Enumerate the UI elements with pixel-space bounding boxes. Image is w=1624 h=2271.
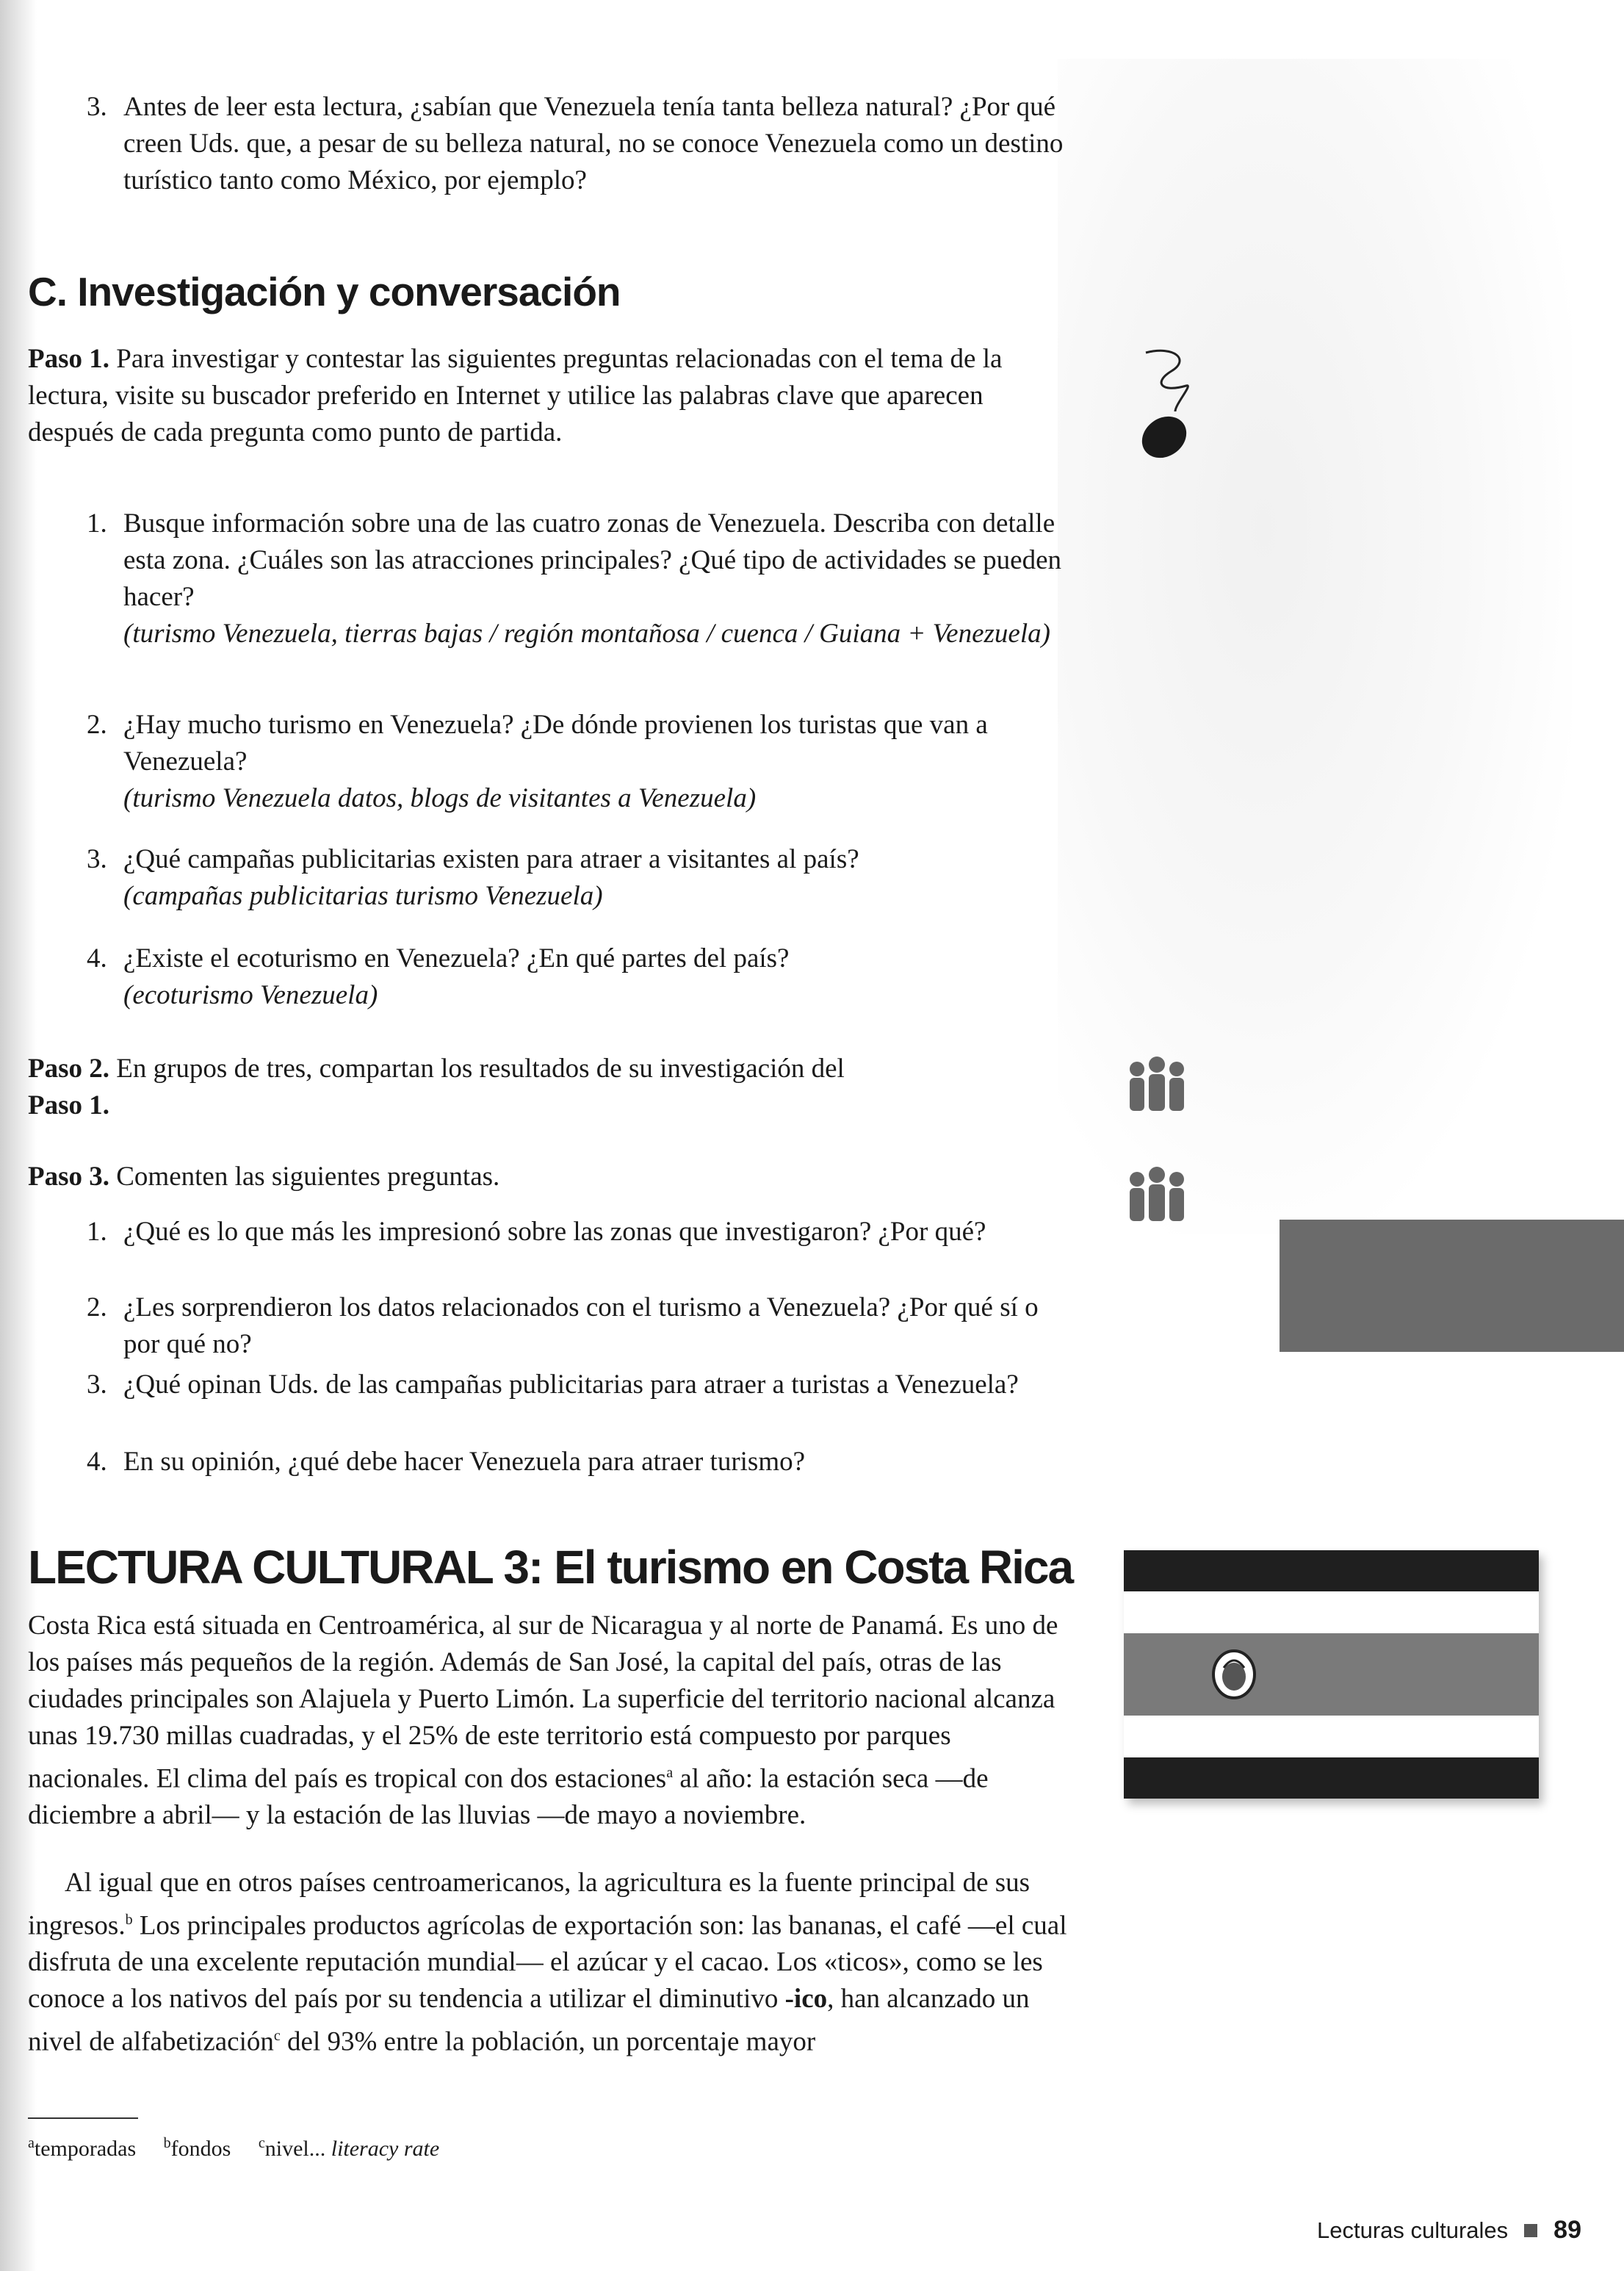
item-text: ¿Les sorprendieron los datos relacionados con el turismo a Venezuela? ¿Por qué sí o por qué no? bbox=[123, 1292, 1039, 1359]
item-number: 2. bbox=[87, 710, 107, 740]
paso-3-text: Comenten las siguientes preguntas. bbox=[116, 1162, 500, 1192]
reading-text: Los principales productos agrícolas de exportación son: las bananas, el café —el cual disfruta de una excelente reputación mundial— el azúcar y el cacao. Los «ticos», como se les conoce a los nativos del país por su tendencia a utilizar el diminutivo bbox=[28, 1910, 1067, 2015]
item-number: 4. bbox=[87, 1447, 107, 1477]
group-of-three-icon bbox=[1124, 1165, 1190, 1238]
page-footer bbox=[1317, 2216, 1581, 2245]
paso-2-label: Paso 2. bbox=[28, 1054, 109, 1084]
paso-1-item-2 bbox=[28, 707, 1075, 817]
footnotes bbox=[28, 2135, 461, 2162]
footnote-rule bbox=[28, 2117, 138, 2119]
paso-1 bbox=[28, 341, 1075, 451]
reading-paragraph-2 bbox=[28, 1865, 1075, 2061]
question-number: 3. bbox=[87, 92, 107, 122]
footnote-marker: a bbox=[666, 1765, 674, 1781]
reading-text: al año: la estación seca —de diciembre a abril— y la estación de las lluvias —de mayo a noviembre. bbox=[28, 1763, 989, 1831]
item-text: En su opinión, ¿qué debe hacer Venezuela para atraer turismo? bbox=[123, 1447, 806, 1477]
item-number: 3. bbox=[87, 1370, 107, 1400]
item-number: 3. bbox=[87, 844, 107, 874]
paso-1-text: Para investigar y contestar las siguientes preguntas relacionadas con el tema de la lectura, visite su buscador preferido en Internet y utilice las palabras clave que aparecen después de cada pregunta como punto de partida. bbox=[28, 344, 1003, 447]
question-3-intro bbox=[28, 89, 1075, 199]
gray-margin-block bbox=[1280, 1220, 1624, 1352]
item-text: Busque información sobre una de las cuatro zonas de Venezuela. Describa con detalle esta zona. ¿Cuáles son las atracciones principales? ¿Qué tipo de actividades se pueden hacer? bbox=[123, 508, 1062, 612]
footnote-mark: c bbox=[258, 2135, 265, 2151]
footnote-mark: a bbox=[28, 2135, 35, 2151]
item-number: 1. bbox=[87, 508, 107, 539]
reading-text: , han alcanzado un nivel de alfabetización bbox=[28, 1984, 1030, 2057]
paso-2-text: En grupos de tres, compartan los resultados de su investigación del bbox=[116, 1054, 845, 1084]
search-keywords: (turismo Venezuela, tierras bajas / región montañosa / cuenca / Guiana + Venezuela) bbox=[123, 619, 1050, 649]
footnote-marker: c bbox=[273, 2028, 281, 2045]
computer-mouse-icon bbox=[1131, 345, 1197, 467]
footnote-text: fondos bbox=[170, 2137, 231, 2161]
search-keywords: (ecoturismo Venezuela) bbox=[123, 980, 378, 1010]
item-text: ¿Qué opinan Uds. de las campañas publicitarias para atraer a turistas a Venezuela? bbox=[123, 1370, 1019, 1400]
reading-paragraph-1 bbox=[28, 1608, 1075, 1834]
paso-2-ref: Paso 1. bbox=[28, 1090, 109, 1120]
paso-3-item-1 bbox=[28, 1214, 1075, 1250]
reading-text: del 93% entre la población, un porcentaje mayor bbox=[280, 2026, 816, 2057]
group-of-three-icon bbox=[1124, 1054, 1190, 1128]
reading-text: Al igual que en otros países centroamericanos, la agricultura es la fuente principal de sus ingresos. bbox=[28, 1868, 1031, 1941]
footer-section-label: Lecturas culturales bbox=[1316, 2217, 1509, 2243]
paso-1-item-1 bbox=[28, 505, 1075, 652]
footer-square-icon bbox=[1524, 2224, 1537, 2237]
paso-3-label: Paso 3. bbox=[28, 1162, 109, 1192]
item-text: ¿Qué es lo que más les impresionó sobre las zonas que investigaron? ¿Por qué? bbox=[123, 1217, 986, 1247]
item-text: ¿Hay mucho turismo en Venezuela? ¿De dónde provienen los turistas que van a Venezuela? bbox=[123, 710, 988, 777]
paso-1-item-4 bbox=[28, 940, 1075, 1014]
search-keywords: (turismo Venezuela datos, blogs de visitantes a Venezuela) bbox=[123, 783, 757, 813]
item-text: ¿Existe el ecoturismo en Venezuela? ¿En qué partes del país? bbox=[123, 943, 790, 973]
page-number: 89 bbox=[1553, 2216, 1581, 2244]
paso-2 bbox=[28, 1051, 1075, 1124]
paso-3-item-3 bbox=[28, 1367, 1075, 1403]
footnote-text: nivel... bbox=[264, 2137, 326, 2161]
paso-3-item-2 bbox=[28, 1289, 1075, 1363]
footnote-mark: b bbox=[163, 2135, 171, 2151]
costa-rica-flag bbox=[1124, 1550, 1539, 1799]
paso-3 bbox=[28, 1159, 1075, 1195]
footnote-text: temporadas bbox=[34, 2137, 137, 2161]
paso-1-label: Paso 1. bbox=[28, 344, 109, 374]
item-number: 2. bbox=[87, 1292, 107, 1322]
footnote-italic: literacy rate bbox=[331, 2137, 440, 2161]
item-number: 1. bbox=[87, 1217, 107, 1247]
question-text: Antes de leer esta lectura, ¿sabían que Venezuela tenía tanta belleza natural? ¿Por qué creen Uds. que, a pesar de su belleza natural, no se conoce Venezuela como un destino turístico tanto como México, por ejemplo? bbox=[123, 92, 1064, 195]
item-number: 4. bbox=[87, 943, 107, 973]
search-keywords: (campañas publicitarias turismo Venezuela) bbox=[123, 881, 603, 911]
item-text: ¿Qué campañas publicitarias existen para atraer a visitantes al país? bbox=[123, 844, 859, 874]
reading-title: LECTURA CULTURAL 3: El turismo en Costa Rica bbox=[28, 1541, 1073, 1594]
reading-bold-text: -ico bbox=[784, 1984, 828, 2015]
paso-3-item-4 bbox=[28, 1444, 1075, 1480]
footnote-marker: b bbox=[125, 1912, 133, 1928]
reading-text: Costa Rica está situada en Centroamérica, al sur de Nicaragua y al norte de Panamá. Es uno de los países más pequeños de la región. Además de San José, la capital del país, otras de las ciudades principales son Alajuela y Puerto Limón. La superficie del territorio nacional alcanza unas 19.730 millas cuadradas, y el 25% de este territorio está compuesto por parques nacionales. El clima del país es tropical con dos estaciones bbox=[28, 1610, 1058, 1794]
paso-1-item-3 bbox=[28, 841, 1075, 915]
section-title: C. Investigación y conversación bbox=[28, 269, 621, 314]
